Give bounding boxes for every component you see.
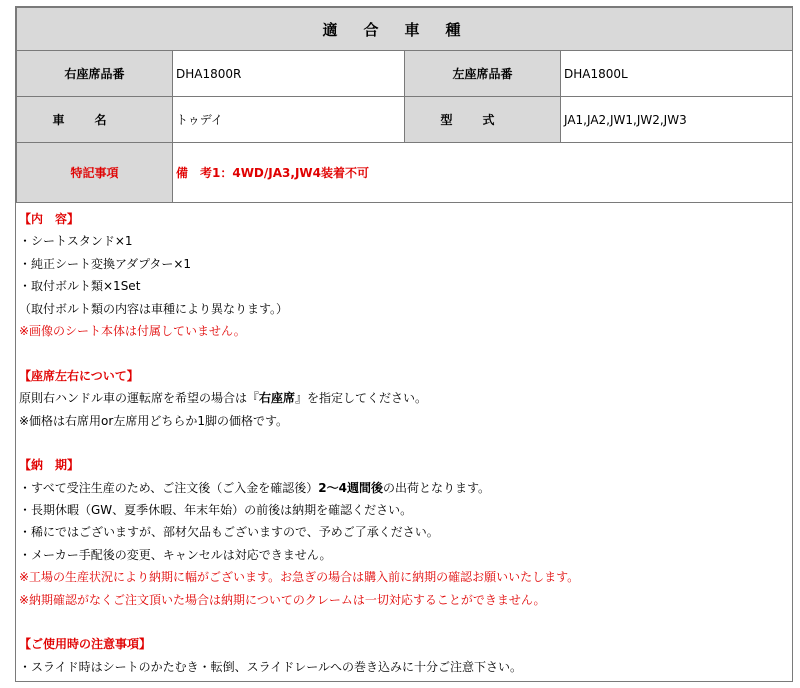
- delivery-warning: ※納期確認がなくご注文頂いた場合は納期についてのクレームは一切対応することができません。: [19, 592, 546, 607]
- seat-side-line: [19, 387, 792, 409]
- page-title: 適合車種: [17, 8, 793, 51]
- contents-item: ・純正シート変換アダプター×1: [19, 256, 192, 271]
- seat-side-heading: 【座席左右について】: [19, 368, 139, 383]
- delivery-bold: 2～4週間後: [318, 480, 383, 495]
- right-seat-value: DHA1800R: [173, 51, 405, 97]
- delivery-item: ・長期休暇（GW、夏季休暇、年末年始）の前後は納期を確認ください。: [19, 503, 413, 518]
- car-name-label: [17, 97, 173, 143]
- notes-value: 備 考1：4WD/JA3,JW4装着不可: [173, 143, 793, 203]
- car-name-value: トゥデイ: [173, 97, 405, 143]
- model-value: JA1,JA2,JW1,JW2,JW3: [561, 97, 793, 143]
- contents-item: ・シートスタンド×1: [19, 234, 133, 249]
- car-name-label-text: 車名: [52, 113, 137, 127]
- right-seat-label: 右座席品番: [17, 51, 173, 97]
- contents-item: （取付ボルト類の内容は車種により異なります。）: [19, 301, 289, 316]
- spec-table: [16, 7, 793, 203]
- delivery-item: ・稀にではございますが、部材欠品もございますので、予めご了承ください。: [19, 525, 439, 540]
- usage-heading: 【ご使用時の注意事項】: [19, 637, 152, 652]
- seat-side-text: 』を指定してください。: [295, 391, 428, 406]
- seat-side-bold: 右座席: [259, 391, 296, 406]
- details: [16, 203, 792, 678]
- seat-side-text: 原則右ハンドル車の運転席を希望の場合は『: [19, 391, 260, 406]
- notes-label: 特記事項: [17, 143, 173, 203]
- contents-item: ・取付ボルト類×1Set: [19, 279, 141, 294]
- delivery-item: ・メーカー手配後の変更、キャンセルは対応できません。: [19, 547, 332, 562]
- compatibility-sheet: [15, 6, 793, 682]
- model-label: [405, 97, 561, 143]
- left-seat-label: 左座席品番: [405, 51, 561, 97]
- delivery-line: [19, 477, 792, 499]
- delivery-text: の出荷となります。: [383, 480, 491, 495]
- contents-warning: ※画像のシート本体は付属していません。: [19, 323, 246, 338]
- left-seat-value: DHA1800L: [561, 51, 793, 97]
- delivery-heading: 【納 期】: [19, 458, 80, 473]
- delivery-warning: ※工場の生産状況により納期に幅がございます。お急ぎの場合は購入前に納期の確認お願いいたします。: [19, 570, 580, 585]
- seat-side-price-note: ※価格は右席用or左席用どちらか1脚の価格です。: [19, 413, 289, 428]
- model-label-text: 型式: [440, 113, 525, 127]
- delivery-text: ・すべて受注生産のため、ご注文後（ご入金を確認後）: [19, 480, 319, 495]
- usage-line: ・スライド時はシートのかたむき・転倒、スライドレールへの巻き込みに十分ご注意下さい。: [19, 659, 523, 674]
- contents-heading: 【内 容】: [19, 212, 80, 226]
